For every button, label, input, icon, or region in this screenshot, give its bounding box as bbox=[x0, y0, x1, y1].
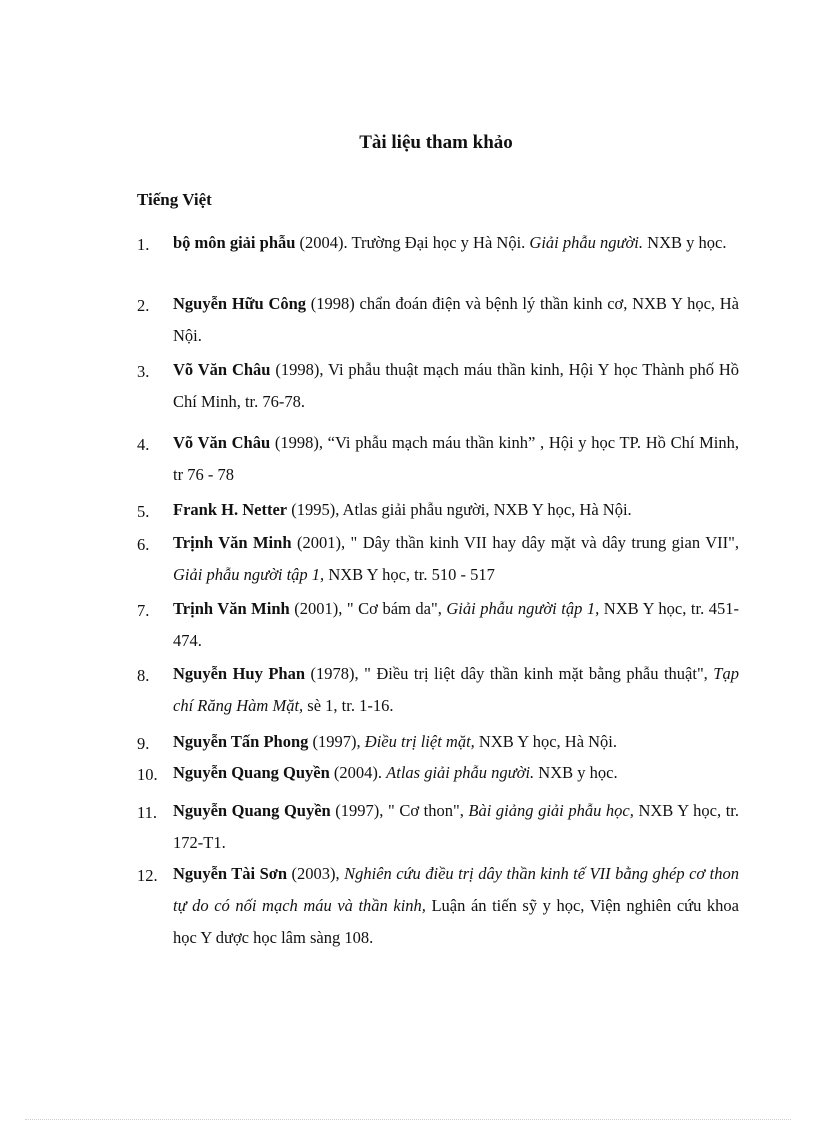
reference-text bbox=[173, 658, 739, 722]
reference-detail: (2003), bbox=[287, 864, 345, 883]
reference-text bbox=[173, 757, 739, 789]
reference-title: Nghiên cứu điều trị dây thần kinh tế VII bằng ghép cơ thon tự do có nối mạch máu và thần kinh, bbox=[173, 864, 739, 915]
reference-number: 7. bbox=[137, 601, 150, 620]
reference-number: 3. bbox=[137, 362, 150, 381]
reference-item bbox=[137, 726, 739, 758]
reference-detail: (2001), " Dây thần kinh VII hay dây mặt và dây trung gian VII", bbox=[291, 533, 739, 552]
reference-detail: (2004). bbox=[329, 763, 387, 782]
reference-item bbox=[137, 757, 739, 789]
reference-detail: (1998), “Vi phẫu mạch máu thần kinh” , Hội y học TP. Hồ Chí Minh, tr 76 - 78 bbox=[173, 433, 739, 484]
reference-text bbox=[173, 427, 739, 491]
reference-item bbox=[137, 427, 739, 491]
page-title: Tài liệu tham khảo bbox=[359, 132, 513, 153]
reference-item bbox=[137, 858, 739, 954]
reference-author: bộ môn giải phẫu bbox=[173, 233, 296, 252]
reference-title: Giải phẫu người. bbox=[529, 233, 644, 252]
reference-detail: NXB Y học, tr. 172-T1. bbox=[173, 801, 739, 852]
section-heading: Tiếng Việt bbox=[137, 190, 212, 209]
reference-item bbox=[137, 354, 739, 418]
reference-author: Nguyễn Tấn Phong bbox=[173, 732, 309, 751]
reference-number: 4. bbox=[137, 435, 150, 454]
reference-author: Frank H. Netter bbox=[173, 500, 288, 519]
reference-detail: (2001), " Cơ bám da", bbox=[289, 599, 447, 618]
reference-detail: (1995), Atlas giải phẫu người, NXB Y học, Hà Nội. bbox=[287, 500, 632, 519]
reference-detail: (1978), " Điều trị liệt dây thần kinh mặt bằng phẫu thuật", bbox=[305, 664, 714, 683]
reference-number: 2. bbox=[137, 296, 150, 315]
reference-text bbox=[173, 227, 739, 259]
reference-title: Bài giảng giải phẫu học, bbox=[468, 801, 634, 820]
reference-detail: NXB Y học, tr. 451- 474. bbox=[173, 599, 740, 650]
reference-detail: Luận án tiến sỹ y học, Viện nghiên cứu khoa học Y dược học lâm sàng 108. bbox=[173, 896, 739, 947]
reference-number: 12. bbox=[137, 866, 158, 885]
reference-number: 9. bbox=[137, 734, 150, 753]
reference-author: Nguyễn Tài Sơn bbox=[173, 864, 288, 883]
reference-item bbox=[137, 288, 739, 352]
reference-item bbox=[137, 658, 739, 722]
reference-author: Nguyễn Quang Quyền bbox=[173, 801, 331, 820]
reference-detail: (1997), " Cơ thon", bbox=[330, 801, 469, 820]
reference-detail: (1997), bbox=[308, 732, 365, 751]
reference-author: Trịnh Văn Minh bbox=[173, 533, 292, 552]
reference-title: Atlas giải phẫu người. bbox=[386, 763, 535, 782]
reference-author: Nguyễn Huy Phan bbox=[173, 664, 306, 683]
reference-item bbox=[137, 593, 739, 657]
reference-text bbox=[173, 593, 739, 657]
reference-detail: NXB Y học, tr. 510 - 517 bbox=[324, 565, 495, 584]
reference-title: Giải phẫu người tập 1, bbox=[446, 599, 600, 618]
reference-title: Tạp chí Răng Hàm Mặt, bbox=[173, 664, 739, 715]
reference-number: 1. bbox=[137, 235, 150, 254]
reference-detail: (2004). Trường Đại học y Hà Nội. bbox=[295, 233, 530, 252]
reference-author: Nguyễn Hữu Công bbox=[173, 294, 307, 313]
reference-item bbox=[137, 795, 739, 859]
reference-text bbox=[173, 494, 739, 526]
reference-detail: NXB y học. bbox=[643, 233, 727, 252]
reference-item bbox=[137, 494, 739, 526]
reference-detail: sè 1, tr. 1-16. bbox=[303, 696, 394, 715]
reference-number: 11. bbox=[137, 803, 158, 822]
reference-author: Nguyễn Quang Quyền bbox=[173, 763, 330, 782]
reference-text bbox=[173, 288, 739, 352]
reference-item bbox=[137, 527, 739, 591]
reference-detail: (1998) chẩn đoán điện và bệnh lý thần kinh cơ, NXB Y học, Hà Nội. bbox=[173, 294, 739, 345]
reference-detail: NXB Y học, Hà Nội. bbox=[474, 732, 618, 751]
reference-text bbox=[173, 726, 739, 758]
page-bottom-divider bbox=[25, 1119, 791, 1120]
reference-author: Võ Văn Châu bbox=[173, 433, 271, 452]
reference-title: Điều trị liệt mặt, bbox=[364, 732, 475, 751]
reference-number: 10. bbox=[137, 765, 158, 784]
reference-number: 6. bbox=[137, 535, 150, 554]
reference-text bbox=[173, 527, 739, 591]
reference-text bbox=[173, 858, 739, 954]
reference-text bbox=[173, 795, 739, 859]
reference-author: Trịnh Văn Minh bbox=[173, 599, 290, 618]
reference-number: 8. bbox=[137, 666, 150, 685]
reference-text bbox=[173, 354, 739, 418]
reference-number: 5. bbox=[137, 502, 150, 521]
reference-item bbox=[137, 227, 739, 259]
reference-detail: NXB y học. bbox=[534, 763, 618, 782]
reference-detail: (1998), Vi phẫu thuật mạch máu thần kinh, Hội Y học Thành phố Hồ Chí Minh, tr. 76-78. bbox=[173, 360, 739, 411]
reference-title: Giải phẫu người tập 1, bbox=[173, 565, 325, 584]
reference-author: Võ Văn Châu bbox=[173, 360, 271, 379]
